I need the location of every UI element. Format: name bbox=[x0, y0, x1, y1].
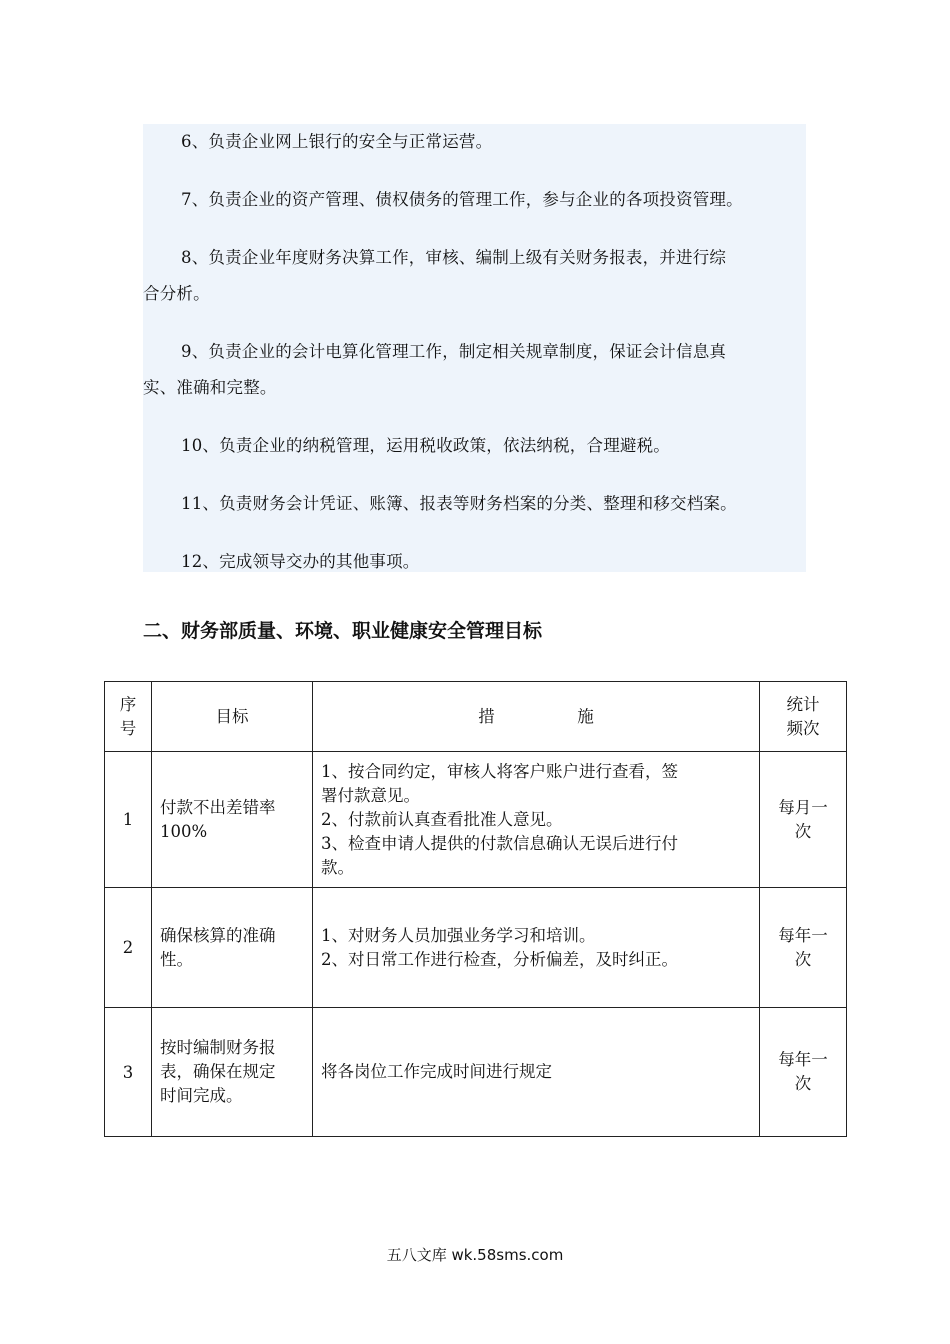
table-row bbox=[105, 752, 847, 888]
row-2-measures bbox=[313, 888, 760, 1008]
row-3-freq bbox=[760, 1008, 847, 1137]
row-3-freq-line-2: 次 bbox=[794, 1074, 812, 1093]
row-1-measures bbox=[313, 752, 760, 888]
row-1-freq bbox=[760, 752, 847, 888]
header-freq-line-2: 频次 bbox=[786, 718, 820, 738]
row-2-goal-line-2: 性。 bbox=[160, 949, 193, 969]
row-1-measure-line-5: 款。 bbox=[321, 857, 354, 877]
header-measure: 措 施 bbox=[313, 682, 760, 752]
duty-item-12: 12、完成领导交办的其他事项。 bbox=[181, 552, 420, 571]
row-3-goal-line-1: 按时编制财务报 bbox=[160, 1038, 276, 1057]
row-1-measure-line-2: 署付款意见。 bbox=[321, 785, 420, 805]
duty-item-9-continued bbox=[143, 370, 806, 406]
row-2-measure-line-1: 1、对财务人员加强业务学习和培训。 bbox=[321, 925, 596, 945]
duty-item-9-line-2: 实、准确和完整。 bbox=[143, 378, 277, 397]
row-1-measure-line-3: 2、付款前认真查看批准人意见。 bbox=[321, 809, 563, 829]
duty-item-8-line-2: 合分析。 bbox=[143, 284, 210, 303]
row-1-goal-line-2: 100% bbox=[160, 821, 208, 841]
duty-item-6: 6、负责企业网上银行的安全与正常运营。 bbox=[181, 132, 493, 151]
header-no-line-2: 号 bbox=[119, 718, 137, 738]
row-2-no: 2 bbox=[105, 888, 152, 1008]
header-no bbox=[105, 682, 152, 752]
header-freq-line-1: 统计 bbox=[786, 694, 820, 714]
table-row bbox=[105, 1008, 847, 1137]
row-3-goal-line-2: 表，确保在规定 bbox=[160, 1062, 276, 1081]
row-2-goal-line-1: 确保核算的准确 bbox=[160, 925, 276, 945]
row-3-goal bbox=[152, 1008, 313, 1137]
row-3-measures bbox=[313, 1008, 760, 1137]
footer-watermark: 五八文库 wk.58sms.com bbox=[386, 1246, 564, 1264]
goals-table bbox=[104, 681, 847, 1137]
table-header-row bbox=[105, 682, 847, 752]
header-freq bbox=[760, 682, 847, 752]
row-1-goal-line-1: 付款不出差错率 bbox=[160, 797, 276, 817]
row-3-no: 3 bbox=[105, 1008, 152, 1137]
row-1-freq-line-1: 每月一 bbox=[778, 797, 828, 817]
duty-item-8-continued bbox=[143, 276, 806, 312]
row-1-measure-line-4: 3、检查申请人提供的付款信息确认无误后进行付 bbox=[321, 833, 678, 853]
row-1-goal bbox=[152, 752, 313, 888]
table-row bbox=[105, 888, 847, 1008]
duty-item-7: 7、负责企业的资产管理、债权债务的管理工作，参与企业的各项投资管理。 bbox=[181, 190, 743, 209]
row-3-measure-line-1: 将各岗位工作完成时间进行规定 bbox=[321, 1062, 552, 1081]
row-2-measure-line-2: 2、对日常工作进行检查，分析偏差，及时纠正。 bbox=[321, 949, 678, 969]
duty-item-8-line-1: 8、负责企业年度财务决算工作，审核、编制上级有关财务报表，并进行综 bbox=[181, 248, 727, 267]
duties-section bbox=[143, 124, 806, 572]
row-3-goal-line-3: 时间完成。 bbox=[160, 1086, 243, 1105]
duty-item-8 bbox=[143, 240, 806, 276]
header-no-line-1: 序 bbox=[119, 694, 137, 714]
header-goal: 目标 bbox=[152, 682, 313, 752]
duty-item-9 bbox=[143, 334, 806, 370]
duty-item-9-line-1: 9、负责企业的会计电算化管理工作，制定相关规章制度，保证会计信息真 bbox=[181, 342, 727, 361]
section-heading: 二、财务部质量、环境、职业健康安全管理目标 bbox=[143, 620, 543, 642]
row-1-measure-line-1: 1、按合同约定，审核人将客户账户进行查看，签 bbox=[321, 761, 678, 781]
row-2-freq-line-2: 次 bbox=[794, 949, 812, 969]
duty-item-11: 11、负责财务会计凭证、账簿、报表等财务档案的分类、整理和移交档案。 bbox=[181, 494, 737, 513]
row-1-no: 1 bbox=[105, 752, 152, 888]
row-2-goal bbox=[152, 888, 313, 1008]
row-2-freq bbox=[760, 888, 847, 1008]
duty-item-10: 10、负责企业的纳税管理，运用税收政策，依法纳税，合理避税。 bbox=[181, 436, 670, 455]
row-1-freq-line-2: 次 bbox=[794, 821, 812, 841]
row-2-freq-line-1: 每年一 bbox=[778, 925, 828, 945]
row-3-freq-line-1: 每年一 bbox=[778, 1050, 828, 1069]
